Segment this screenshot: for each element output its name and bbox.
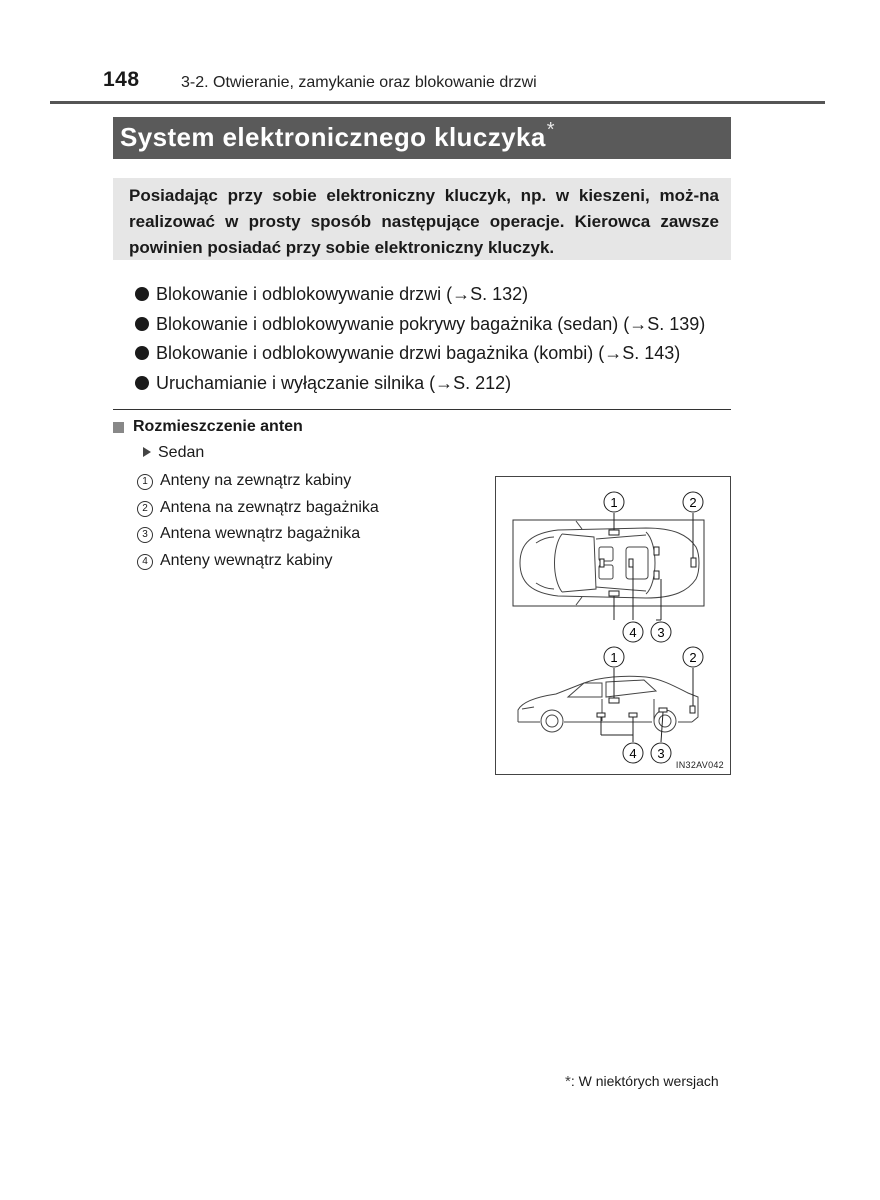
list-item-text: Blokowanie i odblokowywanie drzwi (→S. 132) bbox=[156, 284, 529, 304]
callout-4: 4 bbox=[629, 625, 637, 640]
page-title bbox=[120, 119, 555, 153]
page-number: 148 bbox=[103, 68, 140, 91]
side-view-leaders bbox=[601, 668, 693, 742]
legend-item bbox=[137, 521, 379, 548]
top-view-callouts bbox=[604, 492, 703, 642]
side-view-antennas bbox=[597, 698, 695, 717]
footnote-asterisk: * bbox=[565, 1073, 571, 1090]
bullet-icon bbox=[135, 346, 149, 360]
legend-item bbox=[137, 495, 379, 522]
list-item bbox=[135, 369, 745, 399]
circled-number: 2 bbox=[137, 501, 153, 517]
bullet-icon bbox=[135, 317, 149, 331]
operations-list bbox=[135, 280, 745, 398]
list-item bbox=[135, 310, 745, 340]
section-divider bbox=[113, 409, 731, 410]
antenna-diagram-svg bbox=[496, 477, 732, 776]
list-item-text: Uruchamianie i wyłączanie silnika (→S. 212) bbox=[156, 372, 512, 393]
page-title-text: System elektronicznego kluczyka bbox=[120, 122, 546, 152]
callout-2: 2 bbox=[689, 495, 697, 510]
callout-1: 1 bbox=[610, 650, 618, 665]
callout-4: 4 bbox=[629, 746, 637, 761]
variant-text: Sedan bbox=[158, 444, 205, 461]
circled-number: 4 bbox=[137, 554, 153, 570]
legend-item bbox=[137, 468, 379, 495]
car-side-view bbox=[518, 676, 698, 732]
figure-code: IN32AV042 bbox=[675, 760, 724, 770]
callout-2: 2 bbox=[689, 650, 697, 665]
legend-item bbox=[137, 548, 379, 575]
page-header bbox=[0, 68, 880, 104]
antenna-diagram bbox=[495, 476, 731, 775]
chapter-title: 3-2. Otwieranie, zamykanie oraz blokowanie drzwi bbox=[181, 74, 537, 91]
variant-label bbox=[143, 444, 204, 462]
header-divider bbox=[50, 101, 825, 104]
bullet-icon bbox=[135, 287, 149, 301]
intro-box bbox=[113, 178, 731, 260]
title-asterisk: * bbox=[546, 119, 555, 141]
list-item bbox=[135, 280, 745, 310]
bullet-icon bbox=[135, 376, 149, 390]
list-item-text: Blokowanie i odblokowywanie drzwi bagażnika (kombi) (→S. 143) bbox=[156, 343, 681, 363]
section-heading: Rozmieszczenie anten bbox=[133, 418, 303, 435]
circled-number: 1 bbox=[137, 474, 153, 490]
triangle-right-icon bbox=[143, 447, 151, 457]
callout-1: 1 bbox=[610, 495, 618, 510]
intro-text: Posiadając przy sobie elektroniczny kluczyk, np. w kieszeni, moż-na realizować w prosty sposób następujące operacje. Kierowca zawsze powinien posiadać przy sobie elektroniczny kluczyk. bbox=[129, 186, 719, 257]
legend-label: Anteny na zewnątrz kabiny bbox=[160, 472, 352, 489]
list-item bbox=[135, 339, 745, 369]
callout-3: 3 bbox=[657, 625, 665, 640]
square-bullet-icon bbox=[113, 422, 124, 433]
footnote-text: : W niektórych wersjach bbox=[570, 1073, 719, 1089]
section-title-bar bbox=[113, 117, 731, 159]
footnote bbox=[565, 1073, 719, 1090]
legend-label: Anteny wewnątrz kabiny bbox=[160, 551, 333, 569]
legend-label: Antena wewnątrz bagażnika bbox=[160, 525, 361, 542]
list-item-text: Blokowanie i odblokowywanie pokrywy bagażnika (sedan) (→S. 139) bbox=[156, 313, 706, 334]
callout-3: 3 bbox=[657, 746, 665, 761]
legend-label: Antena na zewnątrz bagażnika bbox=[160, 498, 379, 516]
antenna-legend bbox=[137, 468, 379, 574]
circled-number: 3 bbox=[137, 527, 153, 543]
